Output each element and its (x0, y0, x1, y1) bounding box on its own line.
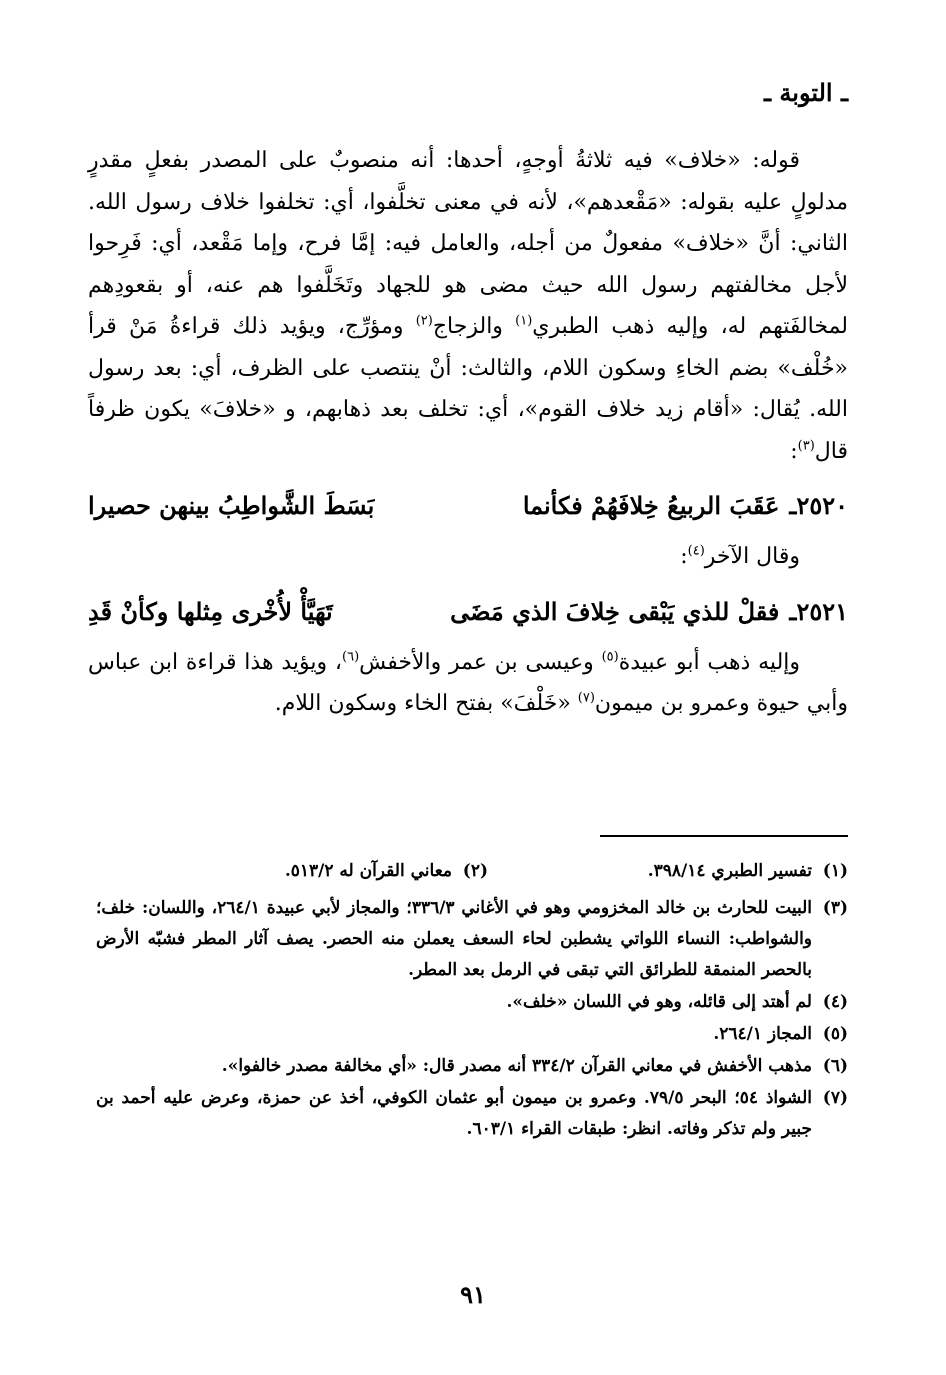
verse-first-hemistich: عَقَبَ الربيعُ خِلافَهُمْ فكأنما (522, 491, 780, 520)
footnote-ref-5[interactable]: (٥) (601, 649, 619, 665)
verse-first-hemistich: فقلْ للذي يَبْقى خِلافَ الذي مَضَى (450, 596, 780, 626)
footnote-separator (600, 835, 848, 837)
page-number: ٩١ (460, 1280, 486, 1309)
footnotes (96, 856, 848, 1146)
running-header: ـ التوبة ـ (764, 78, 848, 107)
footnote-1: (١) تفسير الطبري ٣٩٨/١٤. (647, 861, 848, 881)
footnote-ref-2[interactable]: (٢) (415, 313, 433, 329)
paragraph-2: وإليه ذهب أبو عبيدة$^{(٥)}$ وعيسى بن عمر والأخفش$^{(٦)}$، ويؤيد هذا قراءة ابن عباس وأبي حيوة وعمرو بن ميمون$^{(٧)}$ «خَلْفَ» بفتح الخاء وسكون اللام. (88, 649, 848, 716)
verse-second-hemistich: تَهَيَّأْ لأُخْرى مِثلها وكأنْ قَدِ (88, 596, 333, 626)
footnote-3: (٣) البيت للحارث بن خالد المخزومي وهو في الأغاني ٣٣٦/٣؛ والمجاز لأبي عبيدة ٢٦٤/١، واللسان: خلف؛ والشواطب: النساء اللواتي يشطبن لحاء السعف يعملن منه الحصر. يصف آثار المطر فشبّه الأرض بالحصر المنمقة للطرائق التي تبقى في الرمل بعد المطر. (96, 898, 848, 980)
verse-2521 (88, 586, 848, 638)
footnote-ref-3[interactable]: (٣) (797, 438, 815, 454)
footnote-ref-1[interactable]: (١) (515, 313, 533, 329)
footnote-ref-6[interactable]: (٦) (342, 649, 360, 665)
footnote-4: (٤) لم أهتد إلى قائله، وهو في اللسان «خلف». (506, 992, 848, 1012)
verse-number: ٢٥٢١ـ (789, 596, 848, 626)
verse-number: ٢٥٢٠ـ (789, 491, 848, 520)
main-text (88, 140, 848, 725)
footnote-ref-4[interactable]: (٤) (687, 543, 705, 559)
footnote-5: (٥) المجاز ٢٦٤/١. (713, 1024, 848, 1044)
verse-intro: وقال الآخر$^{(٤)}$: (680, 543, 800, 569)
footnote-ref-7[interactable]: (٧) (577, 690, 595, 706)
footnote-row-1-2 (96, 856, 848, 887)
footnote-7: (٧) الشواذ ٥٤؛ البحر ٧٩/٥. وعمرو بن ميمون أبو عثمان الكوفي، أخذ عن حمزة، وعرض عليه أحمد بن جبير ولم تذكر وفاته. انظر: طبقات القراء ٦٠٣/١. (96, 1088, 848, 1139)
verse-second-hemistich: بَسَطَ الشَّواطِبُ بينهن حصيرا (87, 491, 375, 520)
paragraph-1: قوله: «خلاف» فيه ثلاثةُ أوجهٍ، أحدها: أنه منصوبٌ على المصدر بفعلٍ مقدرٍ مدلولٍ عليه بقوله: «مَقْعدهم»، لأنه في معنى تخلَّفوا، أي: تخلفوا خلاف رسول الله. الثاني: أنَّ «خلاف» مفعولٌ من أجله، والعامل فيه: إمَّا فرح، وإما مَقْعد، أي: فَرِحوا لأجل مخالفتهم رسول الله حيث مضى هو للجهاد وتَخَلَّفوا هم عنه، أو بقعودِهم لمخالفَتهم له، وإليه ذهب الطبري$^{(١)}$ والزجاج$^{(٢)}$ ومؤرِّج، ويؤيد ذلك قراءةُ مَنْ قرأ «خُلْف» بضم الخاءِ وسكون اللام، والثالث: أنْ ينتصب على الظرف، أي: بعد رسول الله. يُقال: «أقام زيد خلاف القوم»، أي: تخلف بعد ذهابهم، و «خلافَ» يكون ظرفاً قال$^{(٣)}$: (88, 148, 849, 464)
footnote-6: (٦) مذهب الأخفش في معاني القرآن ٣٣٤/٢ أنه مصدر قال: «أي مخالفة مصدر خالفوا». (221, 1056, 848, 1076)
footnote-2: (٢) معاني القرآن له ٥١٣/٢. (284, 861, 488, 881)
verse-2520 (88, 480, 848, 532)
